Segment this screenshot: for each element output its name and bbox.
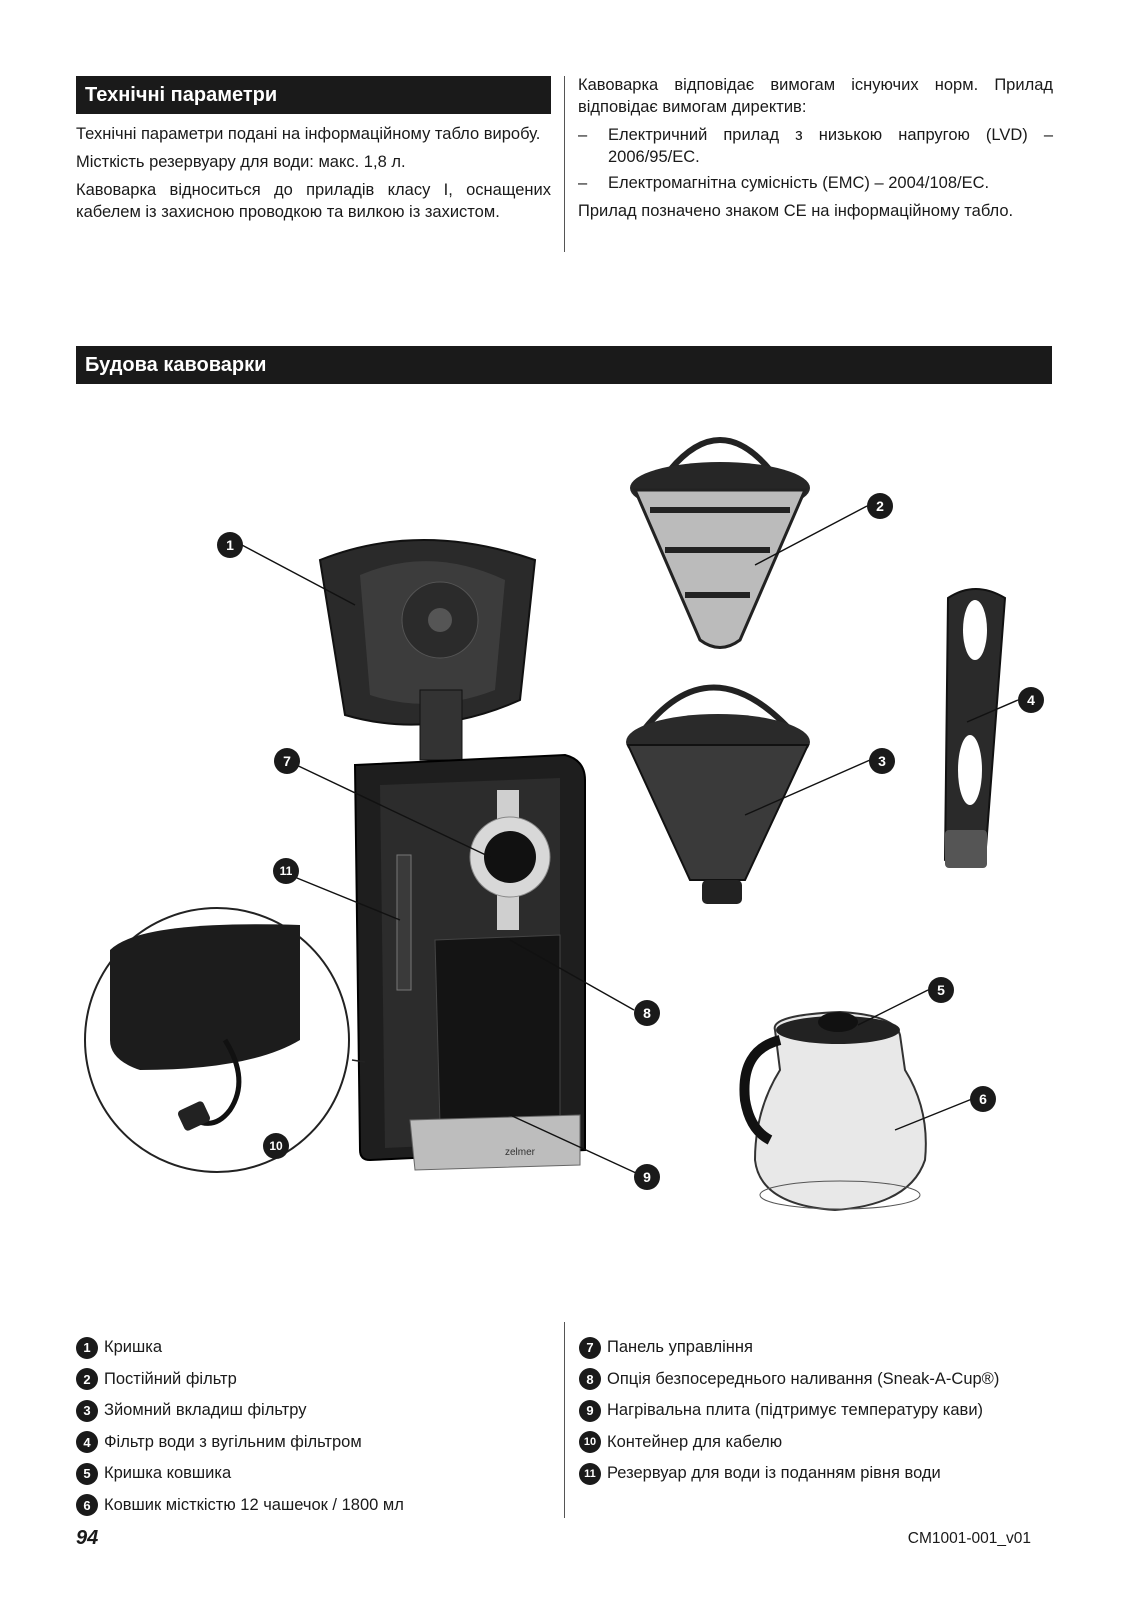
legend-number: 4 <box>76 1431 98 1453</box>
callout-6: 6 <box>970 1086 996 1112</box>
legend-item <box>579 1332 999 1364</box>
norms-intro: Кавоварка відповідає вимогам існуючих норм. Прилад відповідає вимогам директив: <box>578 76 1053 116</box>
legend-right <box>579 1332 999 1490</box>
norms-outro: Прилад позначено знаком CE на інформаційному табло. <box>578 202 1014 220</box>
legend-number: 9 <box>579 1400 601 1422</box>
legend-number: 10 <box>579 1431 601 1453</box>
callout-5: 5 <box>928 977 954 1003</box>
legend-number: 2 <box>76 1368 98 1390</box>
dash-marker: – <box>578 174 588 192</box>
section-title-tech: Технічні параметри <box>76 76 551 114</box>
glass-carafe <box>744 1012 925 1210</box>
legend-item <box>76 1458 404 1490</box>
norms-item-text: Електричний прилад з низькою напругою (LVD) – 2006/95/EC. <box>608 126 1053 166</box>
legend-item <box>76 1427 404 1459</box>
legend-label: Кришка ковшика <box>104 1464 232 1483</box>
legend-number: 8 <box>579 1368 601 1390</box>
legend-label: Панель управління <box>607 1338 753 1357</box>
legend-label: Фільтр води з вугільним фільтром <box>104 1432 362 1451</box>
tech-paragraph: Технічні параметри подані на інформаційному табло виробу. <box>76 125 541 143</box>
legend-number: 3 <box>76 1400 98 1422</box>
callout-1: 1 <box>217 532 243 558</box>
legend-number: 5 <box>76 1463 98 1485</box>
legend-number: 11 <box>579 1463 601 1485</box>
page-number: 94 <box>76 1527 99 1549</box>
callout-4: 4 <box>1018 687 1044 713</box>
legend-number: 6 <box>76 1494 98 1516</box>
legend-item <box>76 1332 404 1364</box>
coffee-maker-body <box>320 540 585 1170</box>
cable-storage-detail <box>85 908 365 1172</box>
callout-11: 11 <box>273 858 299 884</box>
norms-item-text: Електромагнітна сумісність (EMC) – 2004/108/EC. <box>608 174 990 192</box>
legend-label: Постійний фільтр <box>104 1369 237 1388</box>
legend-item <box>579 1427 999 1459</box>
legend-item <box>76 1364 404 1396</box>
legend-number: 7 <box>579 1337 601 1359</box>
legend-item <box>579 1458 999 1490</box>
water-filter-holder <box>945 589 1005 868</box>
legend-label: Кришка <box>104 1338 162 1357</box>
legend-item <box>579 1364 999 1396</box>
legend-label: Опція безпосереднього наливання (Sneak-A-Cup®) <box>607 1369 1000 1388</box>
legend-label: Ковшик місткістю 12 чашечок / 1800 мл <box>104 1495 404 1514</box>
filter-insert <box>626 688 810 905</box>
legend-label: Нагрівальна плита (підтримує температуру кави) <box>607 1401 984 1420</box>
legend-item <box>76 1395 404 1427</box>
callout-10: 10 <box>263 1133 289 1159</box>
section-title-build: Будова кавоварки <box>76 346 1052 384</box>
legend-label: Контейнер для кабелю <box>607 1432 783 1451</box>
permanent-filter <box>630 440 810 648</box>
legend-item <box>76 1490 404 1522</box>
legend-divider <box>564 1322 565 1518</box>
brand-logo: zelmer <box>505 1147 536 1158</box>
callout-9: 9 <box>634 1164 660 1190</box>
tech-paragraph: Місткість резервуару для води: макс. 1,8 л. <box>76 153 406 171</box>
tech-paragraph: Кавоварка відноситься до приладів класу I, оснащених кабелем із захисною проводкою та вилкою із захистом. <box>76 181 551 221</box>
legend-left <box>76 1332 404 1521</box>
document-code: CM1001-001_v01 <box>907 1530 1031 1547</box>
legend-label: Зйомний вкладиш фільтру <box>104 1401 307 1420</box>
callout-7: 7 <box>274 748 300 774</box>
callout-2: 2 <box>867 493 893 519</box>
callout-8: 8 <box>634 1000 660 1026</box>
legend-item <box>579 1395 999 1427</box>
dash-marker: – <box>578 126 588 144</box>
legend-label: Резервуар для води із поданням рівня води <box>607 1464 941 1483</box>
legend-number: 1 <box>76 1337 98 1359</box>
callout-3: 3 <box>869 748 895 774</box>
